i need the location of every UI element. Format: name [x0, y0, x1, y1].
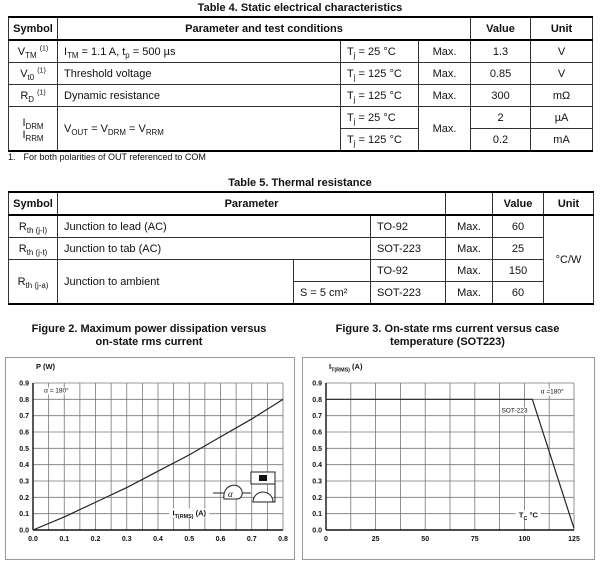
- x-axis-label: $T_C$ °C: [516, 511, 541, 520]
- value-cell: 25: [493, 238, 544, 260]
- svg-text:0.8: 0.8: [278, 536, 288, 543]
- parameter-cell: Junction to ambient: [58, 260, 294, 305]
- unit-cell: mΩ: [531, 85, 593, 107]
- svg-text:0.9: 0.9: [19, 380, 29, 388]
- table-row: [9, 260, 594, 282]
- table-row: [9, 107, 593, 129]
- col-parameter: Parameter and test conditions: [58, 17, 471, 40]
- max-cell: Max.: [446, 260, 493, 282]
- parameter-cell: $I_{TM} = 1.1$ A, $t_p = 500$ µs: [58, 40, 341, 63]
- table-row: [9, 215, 594, 238]
- svg-text:0.7: 0.7: [246, 536, 257, 543]
- svg-text:0.3: 0.3: [19, 478, 29, 486]
- table5-header-row: [9, 192, 594, 215]
- condition-cell: $T_j = 125$ °C: [341, 63, 419, 85]
- table4-title: Table 4. Static electrical characteristics: [197, 2, 403, 14]
- annotation: α =180°: [540, 388, 564, 396]
- svg-text:0.6: 0.6: [19, 429, 29, 437]
- conduction-angle-icon: [211, 468, 281, 510]
- svg-text:0.7: 0.7: [312, 413, 322, 421]
- max-cell: Max.: [446, 238, 493, 260]
- annotation: α = 180°: [44, 387, 69, 395]
- svg-text:0.2: 0.2: [90, 536, 101, 543]
- svg-text:0.2: 0.2: [19, 494, 29, 502]
- annotation: SOT-223: [501, 407, 528, 415]
- parameter-cell: Junction to tab (AC): [58, 238, 371, 260]
- svg-text:0.1: 0.1: [59, 536, 70, 543]
- value-cell: 0.2: [471, 129, 531, 152]
- symbol-cell: $R_{th (j-a)}$: [9, 260, 58, 305]
- table-row: [9, 238, 594, 260]
- unit-cell: V: [531, 40, 593, 63]
- symbol-cell: $R_{th (j-l)}$: [9, 215, 58, 238]
- svg-text:0.4: 0.4: [153, 536, 163, 543]
- figure2-title: Figure 2. Maximum power dissipation versus on-state rms current: [31, 323, 267, 348]
- svg-text:50: 50: [421, 536, 430, 543]
- value-cell: 1.3: [471, 40, 531, 63]
- x-axis-label: $I_{T(RMS)}$ (A): [170, 508, 209, 517]
- symbol-cell: $V_{TM}$ $^{(1)}$: [9, 40, 58, 63]
- y-axis-label: P (W): [36, 362, 56, 371]
- table4-header-row: [9, 17, 593, 40]
- parameter-cell: Threshold voltage: [58, 63, 341, 85]
- max-cell: Max.: [419, 40, 471, 63]
- col-unit: Unit: [531, 17, 593, 40]
- value-cell: 150: [493, 260, 544, 282]
- svg-text:0.5: 0.5: [312, 445, 322, 453]
- surface-cell: S = 5 cm²: [294, 282, 371, 305]
- svg-text:0.0: 0.0: [28, 536, 38, 543]
- col-symbol: Symbol: [9, 192, 58, 215]
- table-row: [9, 85, 593, 107]
- value-cell: 60: [493, 215, 544, 238]
- condition-cell: $T_j = 125$ °C: [341, 129, 419, 152]
- table5: [8, 191, 594, 305]
- svg-text:25: 25: [371, 536, 380, 543]
- parameter-cell: Dynamic resistance: [58, 85, 341, 107]
- package-cell: SOT-223: [371, 238, 446, 260]
- svg-text:α: α: [228, 489, 233, 499]
- value-cell: 0.85: [471, 63, 531, 85]
- symbol-cell: $R_{th (j-t)}$: [9, 238, 58, 260]
- max-cell: Max.: [419, 85, 471, 107]
- svg-text:0.4: 0.4: [19, 462, 29, 470]
- value-cell: 60: [493, 282, 544, 305]
- figure2-box: [5, 357, 295, 560]
- package-cell: TO-92: [371, 215, 446, 238]
- svg-text:0.9: 0.9: [312, 380, 322, 388]
- y-axis-label: $I_{T(RMS)}$ (A): [329, 362, 363, 374]
- svg-text:0.5: 0.5: [19, 445, 29, 453]
- figure3-title: Figure 3. On-state rms current versus case temperature (SOT223): [335, 323, 560, 348]
- table4: [8, 16, 593, 152]
- max-cell: Max.: [419, 63, 471, 85]
- table-row: [9, 63, 593, 85]
- svg-text:0.1: 0.1: [19, 511, 29, 519]
- value-cell: 2: [471, 107, 531, 129]
- surface-cell: [294, 260, 371, 282]
- symbol-cell: $R_D$ $^{(1)}$: [9, 85, 58, 107]
- col-value: Value: [493, 192, 544, 215]
- figure3-box: [302, 357, 595, 560]
- svg-text:0.1: 0.1: [312, 511, 322, 519]
- svg-text:75: 75: [470, 536, 479, 543]
- col-unit: Unit: [544, 192, 594, 215]
- unit-cell: V: [531, 63, 593, 85]
- unit-cell: µA: [531, 107, 593, 129]
- svg-text:0.2: 0.2: [312, 494, 322, 502]
- svg-text:0.8: 0.8: [312, 396, 322, 404]
- condition-cell: $T_j = 125$ °C: [341, 85, 419, 107]
- svg-text:0.4: 0.4: [312, 462, 322, 470]
- svg-text:0: 0: [324, 536, 328, 543]
- value-cell: 300: [471, 85, 531, 107]
- svg-text:0.5: 0.5: [184, 536, 195, 543]
- package-cell: SOT-223: [371, 282, 446, 305]
- unit-cell: mA: [531, 129, 593, 152]
- max-cell: Max.: [446, 215, 493, 238]
- table5-title: Table 5. Thermal resistance: [228, 177, 372, 189]
- svg-text:0.0: 0.0: [19, 527, 29, 535]
- svg-text:0.6: 0.6: [215, 536, 226, 543]
- table4-footnote: [8, 152, 206, 162]
- svg-text:0.0: 0.0: [312, 527, 322, 535]
- col-parameter: Parameter: [58, 192, 446, 215]
- package-cell: TO-92: [371, 260, 446, 282]
- col-value: Value: [471, 17, 531, 40]
- footnote-number: 1.: [8, 152, 16, 162]
- svg-text:0.3: 0.3: [121, 536, 132, 543]
- col-symbol: Symbol: [9, 17, 58, 40]
- svg-text:125: 125: [568, 536, 580, 543]
- parameter-cell: $V_{OUT} = V_{DRM} = V_{RRM}$: [58, 107, 341, 152]
- svg-text:0.6: 0.6: [312, 429, 322, 437]
- svg-text:0.7: 0.7: [19, 413, 29, 421]
- symbol-cell: $V_{t0}$ $^{(1)}$: [9, 63, 58, 85]
- svg-text:0.3: 0.3: [312, 478, 322, 486]
- svg-text:100: 100: [518, 536, 531, 543]
- col-max: [446, 192, 493, 215]
- footnote-text: For both polarities of OUT referenced to COM: [23, 152, 206, 162]
- svg-text:0.8: 0.8: [19, 396, 29, 404]
- symbol-cell: $I_{DRM}$ $I_{RRM}$: [9, 107, 58, 152]
- table-row: [9, 40, 593, 63]
- parameter-cell: Junction to lead (AC): [58, 215, 371, 238]
- condition-cell: $T_j = 25$ °C: [341, 107, 419, 129]
- unit-cell: °C/W: [544, 215, 594, 304]
- max-cell: Max.: [419, 107, 471, 152]
- condition-cell: $T_j = 25$ °C: [341, 40, 419, 63]
- max-cell: Max.: [446, 282, 493, 305]
